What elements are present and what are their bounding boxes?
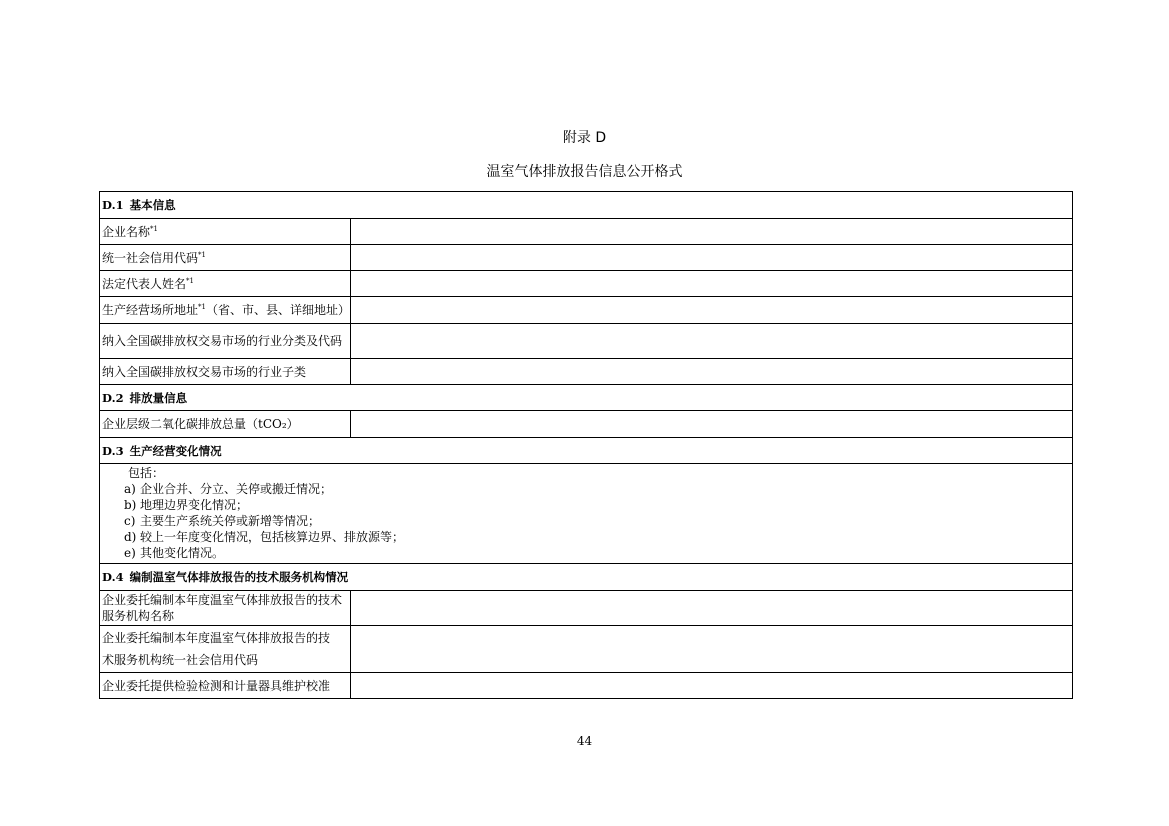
list-item: b) 地理边界变化情况；: [124, 498, 249, 512]
value-cell-co2-total[interactable]: [351, 411, 1073, 438]
row-label-industry-subclass: 纳入全国碳排放权交易市场的行业子类: [100, 359, 351, 385]
table-row: [100, 591, 1073, 626]
table-row: [100, 673, 1073, 699]
document-title: 温室气体排放报告信息公开格式: [486, 164, 683, 180]
row-label-service-agency-code: 企业委托编制本年度温室气体排放报告的技 术服务机构统一社会信用代码: [100, 626, 351, 673]
section-header-d2: [100, 385, 1073, 411]
value-cell-industry-code[interactable]: [351, 324, 1073, 359]
table-row: [100, 626, 1073, 673]
page-number: 44: [576, 734, 593, 748]
appendix-title: 附录 D: [562, 130, 607, 146]
row-label-legal-representative: 法定代表人姓名$^{*1}$: [100, 271, 351, 297]
table-row: [100, 464, 1073, 564]
value-cell-calibration-service[interactable]: [351, 673, 1073, 699]
table-row: [100, 324, 1073, 359]
row-label-co2-total: 企业层级二氧化碳排放总量（tCO₂）: [100, 411, 351, 438]
table-row: [100, 297, 1073, 324]
row-label-credit-code: 统一社会信用代码$^{*1}$: [100, 245, 351, 271]
table-row: [100, 271, 1073, 297]
section-header-d1: [100, 192, 1073, 219]
table-row: [100, 245, 1073, 271]
section-header-d4: [100, 564, 1073, 591]
changes-list: [100, 464, 1073, 564]
value-cell-credit-code[interactable]: [351, 245, 1073, 271]
disclosure-form-table: [99, 191, 1073, 699]
value-cell-legal-representative[interactable]: [351, 271, 1073, 297]
list-item: e) 其他变化情况。: [124, 546, 225, 560]
value-cell-industry-subclass[interactable]: [351, 359, 1073, 385]
table-row: [100, 411, 1073, 438]
table-row: [100, 219, 1073, 245]
list-intro: 包括：: [128, 466, 165, 480]
value-cell-address[interactable]: [351, 297, 1073, 324]
value-cell-company-name[interactable]: [351, 219, 1073, 245]
section-header-d3: [100, 438, 1073, 464]
section-d3-title: D.3 生产经营变化情况: [100, 438, 1073, 464]
section-d2-title: D.2 排放量信息: [100, 385, 1073, 411]
section-d4-title: D.4 编制温室气体排放报告的技术服务机构情况: [100, 564, 1073, 591]
row-label-industry-code: 纳入全国碳排放权交易市场的行业分类及代码: [100, 324, 351, 359]
table-row: [100, 359, 1073, 385]
section-d1-title: D.1 基本信息: [100, 192, 1073, 219]
row-label-calibration-service: 企业委托提供检验检测和计量器具维护校准: [100, 673, 351, 699]
list-item: d) 较上一年度变化情况，包括核算边界、排放源等；: [124, 530, 405, 544]
value-cell-service-agency-name[interactable]: [351, 591, 1073, 626]
row-label-address: 生产经营场所地址$^{*1}$（省、市、县、详细地址）: [100, 297, 351, 324]
row-label-company-name: 企业名称$^{*1}$: [100, 219, 351, 245]
row-label-service-agency-name: 企业委托编制本年度温室气体排放报告的技术服务机构名称: [100, 591, 351, 626]
list-item: a) 企业合并、分立、关停或搬迁情况；: [124, 482, 333, 496]
value-cell-service-agency-code[interactable]: [351, 626, 1073, 673]
list-item: c) 主要生产系统关停或新增等情况；: [124, 514, 321, 528]
